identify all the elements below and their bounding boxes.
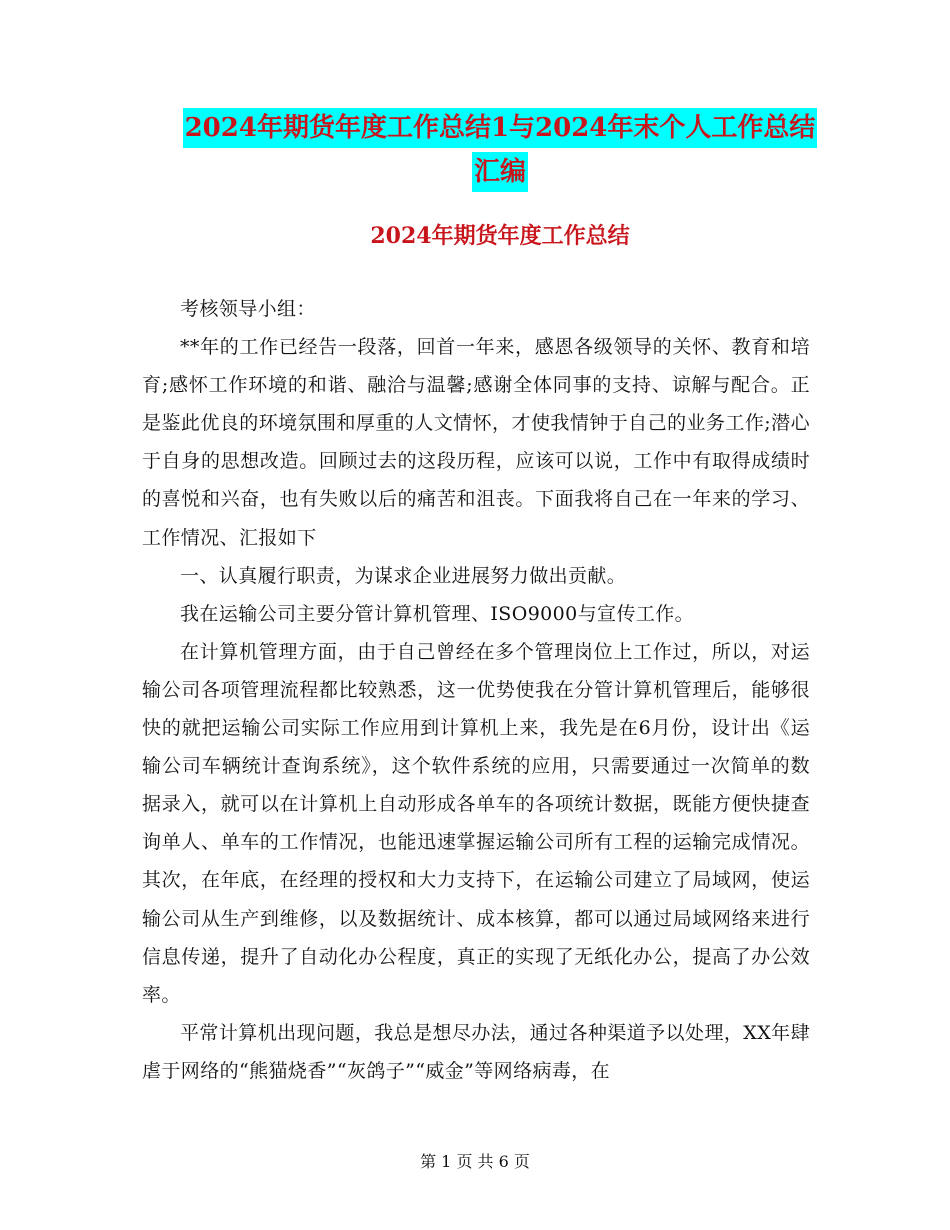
page-footer: 第 1 页 共 6 页 [420,1152,530,1171]
title-line-1: 2024年期货年度工作总结1与2024年末个人工作总结 [183,108,818,148]
document-title [140,108,860,192]
paragraph-salutation: 考核领导小组： [180,298,316,320]
paragraph-intro: **年的工作已经告一段落，回首一年来，感恩各级领导的关怀、教育和培育;感怀工作环境的和谐、融洽与温馨;感谢全体同事的支持、谅解与配合。正是鉴此优良的环境氛围和厚重的人文情怀，才使我情钟于自己的业务工作;潜心于自身的思想改造。回顾过去的这段历程，应该可以说，工作中有取得成绩时的喜悦和兴奋，也有失败以后的痛苦和沮丧。下面我将自己在一年来的学习、工作情况、汇报如下 [142,336,810,549]
body-text [142,290,810,1090]
paragraph-heading-one: 一、认真履行职责，为谋求企业进展努力做出贡献。 [180,564,627,587]
paragraph-virus: 平常计算机出现问题，我总是想尽办法，通过各种渠道予以处理，XX年肆虐于网络的“熊猫烧香”“灰鸽子”“威金”等网络病毒，在 [142,1021,810,1082]
paragraph-responsibilities: 我在运输公司主要分管计算机管理、ISO9000与宣传工作。 [180,602,695,625]
paragraph-computer-management: 在计算机管理方面，由于自己曾经在多个管理岗位上工作过，所以，对运输公司各项管理流程都比较熟悉，这一优势使我在分管计算机管理后，能够很快的就把运输公司实际工作应用到计算机上来，我先是在6月份，设计出《运输公司车辆统计查询系统》，这个软件系统的应用，只需要通过一次简单的数据录入，就可以在计算机上自动形成各单车的各项统计数据，既能方便快捷查询单人、单车的工作情况，也能迅速掌握运输公司所有工程的运输完成情况。其次，在年底，在经理的授权和大力支持下，在运输公司建立了局域网，使运输公司从生产到维修，以及数据统计、成本核算，都可以通过局域网络来进行信息传递，提升了自动化办公程度，真正的实现了无纸化办公，提高了办公效率。 [142,640,810,1006]
title-line-2: 汇编 [472,152,528,192]
section-title: 2024年期货年度工作总结 [370,223,630,249]
